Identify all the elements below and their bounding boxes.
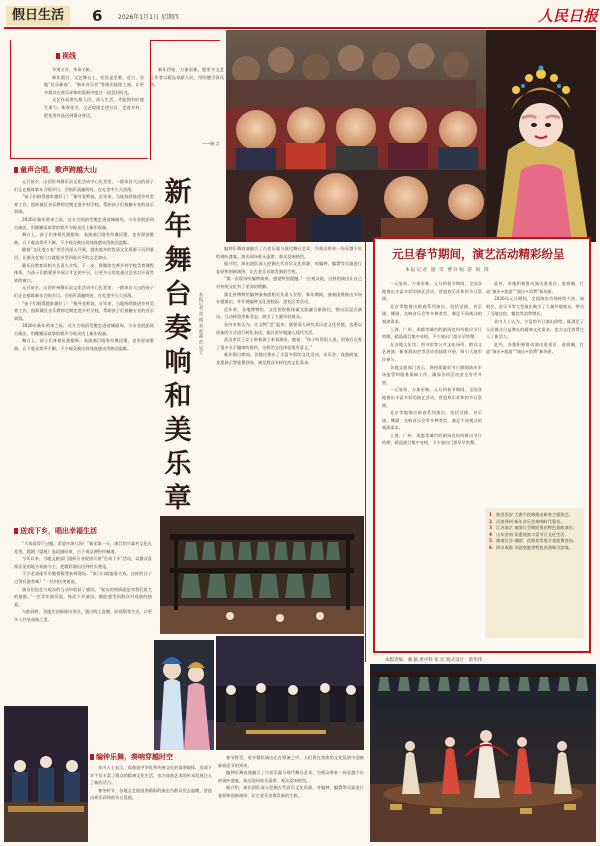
paragraph: 元旦前夕，山西忻州静乐县文化活动中心礼堂里，一群来自大山的孩子们正在排练新年合唱节目。合唱声清澈明亮，在礼堂中久久回荡。 <box>14 285 154 298</box>
list-number: 3 <box>489 525 492 531</box>
paragraph: 2026年元旦期间，全国演出市场持续火热，演唱会、音乐节等大型演出吸引了大量外地观众，带动了当地住宿、餐饮等消费增长。 <box>486 296 584 317</box>
commentary-col-2 <box>150 66 224 132</box>
list-text: 湘剧、花鼓戏等地方戏轮番登场。 <box>514 538 578 544</box>
list-item: 5．湖南长沙 湘剧、花鼓戏等地方戏轮番登场。 <box>489 538 578 544</box>
stage-performance-photo <box>216 636 364 750</box>
issue-date: 2026年1月1日 星期四 <box>118 14 179 21</box>
frame-line <box>365 232 366 662</box>
paragraph: 据介绍，演出团队深入挖掘古代音乐文化资源，对编钟、编磬等乐器进行复原和创新演绎，让古老乐音焕发新的生机。 <box>218 785 364 798</box>
editor-credits: 本版责编：潘 颖 唐中科 张 臣 版式设计：蔡华伟 <box>385 658 483 663</box>
paragraph: 上海、广州、成都等城市的剧场也纷纷排出节日档期，精品剧目集中亮相，不少演出门票早早售罄。 <box>382 432 482 446</box>
page-number: 6 <box>92 7 103 25</box>
article-left-col-1 <box>14 178 154 518</box>
paragraph: 北京等地推出新春系列演出，包括话剧、音乐剧、舞剧、交响音乐会等多种类型，满足不同观众的观演需求。 <box>382 303 482 324</box>
subheading-opera: 送戏下乡，唱出幸福生活 <box>14 527 97 536</box>
stage-photo-image <box>216 636 364 750</box>
paragraph: 一元复始，万象更新。元旦到春节期间，全国各地推出丰富多彩的演艺活动，营造欢乐祥和的节日氛围。 <box>382 281 482 302</box>
list-text: 新年音乐会奏响时代强音。 <box>514 518 565 524</box>
paragraph: 此外，各地积极推动演出进景区、进商圈，打造“演出+旅游”“演出+消费”新场景。 <box>486 341 584 355</box>
paragraph: 今年以来，当地文旅部门组织专业院团开展“送戏下乡”活动，以群众喜闻乐见的地方戏曲为主，把精彩演出送到村头巷尾。 <box>14 556 152 569</box>
list-number: 5 <box>489 538 492 544</box>
paragraph: 上海、广州、成都等城市的剧场也纷纷排出节日档期，精品剧目集中亮相，不少演出门票早早售罄。 <box>382 326 482 340</box>
main-headline: 新年舞台奏响和美乐章 <box>164 177 192 514</box>
frame-line <box>10 40 11 158</box>
frame-line <box>150 40 220 41</box>
paragraph: 舞台上，孩子们身着民族服饰，表演曲目既有经典民歌，也有原创歌曲。台下观众掌声不断，不少观众被这份纯真感动得热泪盈眶。 <box>14 338 154 352</box>
opera-performers-photo <box>154 640 214 750</box>
article-bottom-left <box>90 764 212 842</box>
paragraph: 武汉市民王女士带着孩子来看演出，她说：“孩子听得很入迷，回家后还查了很多关于编钟的资料，这样的文化体验很有意义。” <box>216 337 362 350</box>
paragraph: 各地文旅部门表示，将持续做好节日期间演出市场监管和服务保障工作，确保各项活动安全有序开展。 <box>382 364 482 385</box>
column-title: 视线 <box>56 52 76 61</box>
paragraph: 演员们也在与观众的互动中收获了感动。“观众的热情就是对我们最大的鼓励。”一位青年演员说，每次下乡演出，都能感受到群众对戏曲的热爱。 <box>14 586 152 607</box>
list-title: 湖南长沙 <box>496 538 513 544</box>
list-number: 6 <box>489 544 492 550</box>
paragraph: 2026年新年到来之际，这支合唱团受邀走进省城剧场，与专业院团同台演出，用稚嫩而真挚的歌声为观众送上新年祝福。 <box>14 216 154 230</box>
paragraph: 辛夷又开，华章又新。 <box>52 67 94 72</box>
paragraph: 业内人士表示，戏曲是中华优秀传统文化的重要载体，送戏下乡不仅丰富了群众的精神文化生活，也为戏曲艺术的传承发展注入了新的活力。 <box>90 765 212 786</box>
commentary-col-1 <box>44 66 144 150</box>
paragraph: 近年来，各地博物馆、文化馆积极探索文旅融合新路径，推出沉浸式演出、互动体验等新业态，吸引了大量年轻观众。 <box>216 306 362 320</box>
list-text: 非遗展演丰富节日文化生活。 <box>514 531 569 537</box>
paragraph: 2026年新年到来之际，这支合唱团受邀走进省城剧场，与专业院团同台演出，用稚嫩而真挚的歌声为观众送上新年祝福。 <box>14 323 154 336</box>
audience-photo <box>226 30 596 242</box>
paragraph: 春节将至，更多精彩演出正在筹备之中，人们将在浓浓的文化氛围中迎接新春佳节的到来。 <box>218 755 364 768</box>
audience-photo-image <box>226 30 596 242</box>
list-item: 1．陕西西安 大唐不夜城推出新春主题演艺。 <box>489 512 573 517</box>
header-rule <box>4 27 596 29</box>
paragraph: 业内人士认为，丰富的节日演出供给，既满足了人民群众日益增长的精神文化需求，也为文化消费注入了新活力。 <box>486 318 584 340</box>
paragraph: 不少老戏迷早早搬着板凳来到现场。“家门口就能看大戏，这样的日子过得有滋有味！”一位村民笑着说。 <box>14 571 152 584</box>
list-title: 陕西西安 <box>496 512 513 517</box>
paragraph: 此外，各地积极推动演出进景区、进商圈，打造“演出+旅游”“演出+消费”新场景。 <box>486 281 584 294</box>
article-left-col-2 <box>14 540 152 700</box>
paragraph: 新年伊始，万象更新。愿更多文艺工作者以精品奉献人民，用明德引领风尚。 <box>150 67 224 88</box>
paragraph: 业内专家认为，让文物“活”起来，既要深入研究其历史文化价值，也要以创新的方式进行转化表达，使其更好地融入现代生活。 <box>216 321 362 335</box>
info-box-col-1 <box>382 280 482 648</box>
list-item: 3．江苏南京 秦淮灯会期间推出特色戏曲演出。 <box>489 525 578 531</box>
paragraph: 静乐县教育局相关负责人介绍，下一步，将继续完善乡村学校美育课程体系，为孩子们搭建更多展示才艺的平台，让更多山里娃通过艺术打开看世界的窗口。 <box>14 262 154 283</box>
paragraph: 文艺作品要扎根人民、深入生活，才能拥有旺盛生命力。新春佳节，文艺院团走进社区、走进乡村，把优秀作品送到群众身边。 <box>44 97 144 118</box>
paragraph: “孩子们唱得越来越好了！”指导老师说。近年来，当地持续推进乡村美育工作，组织城区音乐教师定期走进乡村学校，帮助孩子们接触专业的音乐训练。 <box>14 300 154 321</box>
list-text: 川剧变脸等特色表演吸引游客。 <box>514 544 573 550</box>
headline-byline: 本报记者 郑 娜 刘 新鑫 范 昊天 <box>198 292 203 355</box>
paragraph: 新年假日，文艺舞台上，处处是笙歌。近日，各地“民乐新春”、“新年音乐会”等演出陆续上演，让更多群众在欢乐祥和的氛围中度过一段美好时光。 <box>44 74 144 95</box>
orchestra-photo <box>4 706 88 842</box>
dance-performance-photo <box>370 664 596 842</box>
paragraph: 随着“文化进万家”等活动深入开展，越来越多的优质文化资源下沉到基层，让群众在家门口就能享受到高水平的文艺演出。 <box>14 247 154 260</box>
list-text: 大唐不夜城推出新春主题演艺。 <box>514 512 573 517</box>
info-box-title: 元旦春节期间，演艺活动精彩纷呈 <box>392 247 565 261</box>
paragraph: 新年假日期间，各地还推出了丰富多彩的文化活动，音乐会、戏曲展演、非遗展示等轮番登场，满足群众多样化的文化需求。 <box>216 352 362 365</box>
bianzhong-instruments-photo <box>160 516 364 634</box>
bottom-caption: 编钟乐舞，奏响穿越时空 <box>90 752 173 762</box>
paragraph: 与此同时，各地还创新演出形式，通过线上直播、短视频等方式，让更多人共享戏曲之美。 <box>14 609 152 622</box>
list-item: 6．四川成都 川剧变脸等特色表演吸引游客。 <box>489 544 573 550</box>
paragraph: 据介绍，演出团队深入挖掘古代音乐文化资源，对编钟、编磬等乐器进行复原和创新演绎，让古老乐音焕发新的生机。 <box>216 261 362 274</box>
list-title: 山东济南 <box>496 531 513 537</box>
paragraph: 编钟乐舞表演融合了古老乐器与现代舞台艺术，为观众带来一场穿越千年的视听盛宴。演出现场座无虚席，观众反响热烈。 <box>216 246 362 259</box>
article-bottom-middle <box>218 754 364 842</box>
section-tag: 假日生活 <box>6 6 70 26</box>
paragraph: 北京等地推出新春系列演出，包括话剧、音乐剧、舞剧、交响音乐会等多种类型，满足不同观众的观演需求。 <box>382 410 482 431</box>
paragraph: 舞台上，孩子们身着民族服饰，表演曲目既有经典民歌，也有原创歌曲。台下观众掌声不断，不少观众被这份纯真感动得热泪盈眶。 <box>14 232 154 245</box>
paragraph: 在各地文化馆、图书馆等公共文化场所，群众文艺展演、新春游园会等活动也陆续开展，吸引大批市民参与。 <box>382 341 482 362</box>
list-text: 秦淮灯会期间推出特色戏曲演出。 <box>514 525 578 531</box>
list-item: 4．山东济南 非遗展演丰富节日文化生活。 <box>489 531 569 537</box>
info-box-col-2 <box>486 280 584 502</box>
list-number: 2 <box>489 518 492 524</box>
subheading-choir: 童声合唱，歌声跨越大山 <box>14 166 97 175</box>
event-list <box>485 508 584 638</box>
paragraph: 寒冬时节，各地文艺院团用精彩的演出为群众送去温暖，营造出欢乐祥和的节日氛围。 <box>90 787 212 801</box>
list-title: 河南郑州 <box>496 518 513 524</box>
list-item: 2．河南郑州 新年音乐会奏响时代强音。 <box>489 518 565 524</box>
orchestra-photo-image <box>4 706 88 842</box>
newspaper-logo: 人民日报 <box>538 7 599 25</box>
info-box-byline: 本报记者 施 雯 曹玲娟 游 锐 锋 <box>405 268 490 273</box>
dance-photo-image <box>370 664 596 842</box>
paragraph: “孩子们唱得越来越好了！”指导老师说。近年来，当地持续推进乡村美育工作，组织城区音乐教师定期走进乡村学校，帮助孩子们接触专业的音乐训练。 <box>14 194 154 215</box>
frame-line <box>10 158 148 159</box>
paragraph: 元旦前夕，山西忻州静乐县文化活动中心礼堂里，一群来自大山的孩子们正在排练新年合唱节目。合唱声清澈明亮，在礼堂中久久回荡。 <box>14 179 154 192</box>
article-middle-col <box>216 245 362 510</box>
event-list-items <box>485 508 584 556</box>
bianzhong-photo-image <box>160 516 364 634</box>
paragraph: 编钟乐舞表演融合了古老乐器与现代舞台艺术，为观众带来一场穿越千年的视听盛宴。演出现场座无虚席，观众反响热烈。 <box>218 770 364 783</box>
list-number: 4 <box>489 531 492 537</box>
paragraph: 一元复始，万象更新。元旦到春节期间，全国各地推出丰富多彩的演艺活动，营造欢乐祥和的节日氛围。 <box>382 387 482 408</box>
paragraph: 湖北省博物馆编钟演奏团相关负责人介绍，新年期间，演奏团将推出多场专题演出，并开展编钟文化进校园、进社区等活动。 <box>216 291 362 305</box>
paragraph: “大戏看得不过瘾，希望多演几场！”新年第一天，浙江绍兴某村文化礼堂里，越剧《梁祝》选段刚结束，台下观众便纷纷喊道。 <box>14 541 152 554</box>
paragraph: “第一次现场听编钟演奏，感觉特别震撼。”一位观众说，这样的演出让自己对传统文化有了更深的理解。 <box>216 276 362 289</box>
list-title: 四川成都 <box>496 544 513 550</box>
list-number: 1 <box>489 512 492 517</box>
list-title: 江苏南京 <box>496 525 513 531</box>
opera-photo-image <box>154 640 214 750</box>
commentary-author: ——晓 言 <box>201 141 220 146</box>
